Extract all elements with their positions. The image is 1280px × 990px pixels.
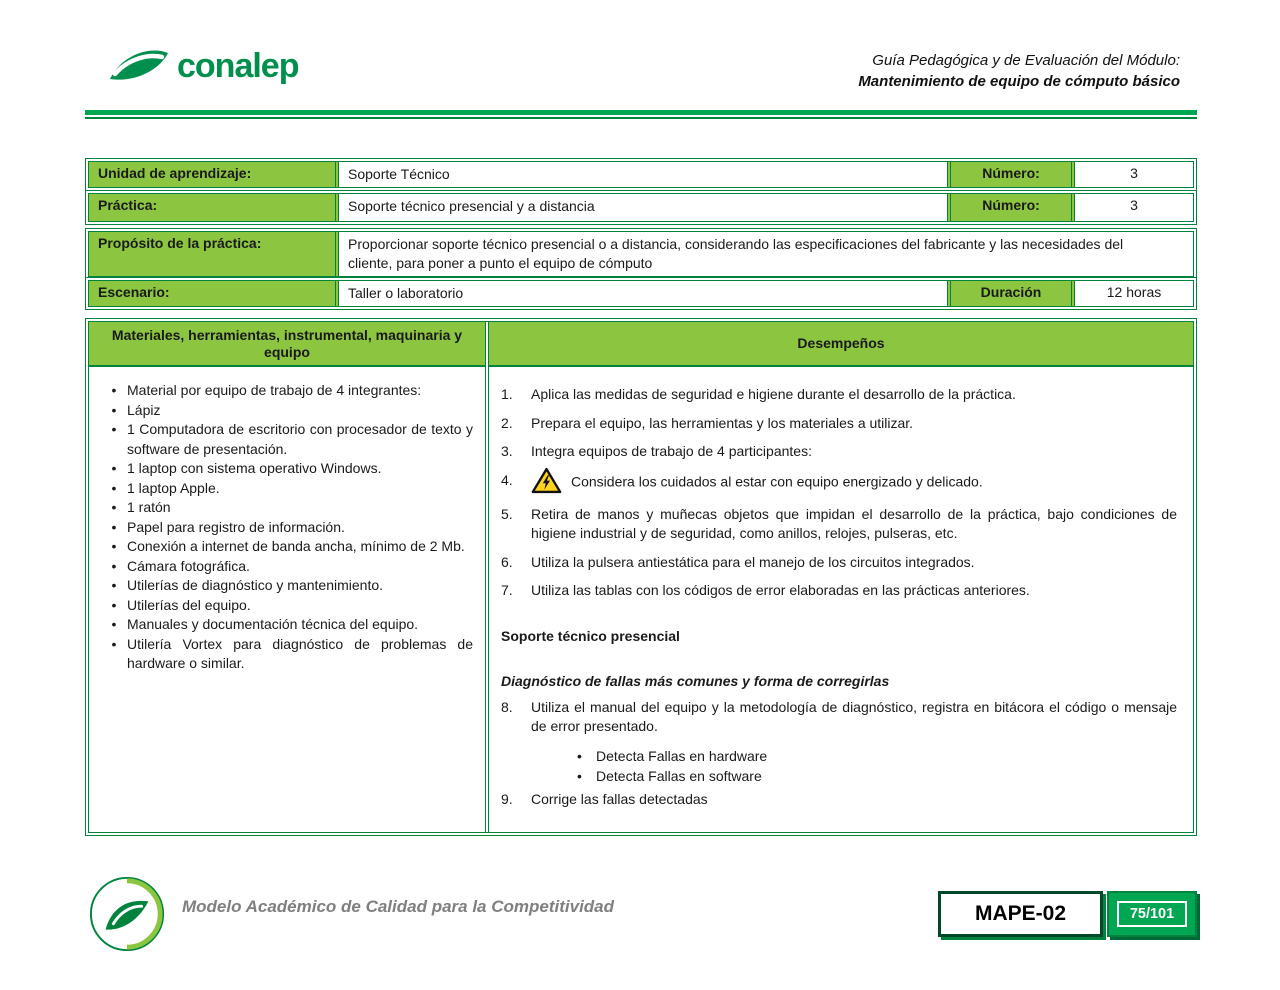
sub-bullet-item (577, 766, 1177, 786)
step-text: Utiliza la pulsera antiestática para el manejo de los circuitos integrados. (531, 553, 975, 570)
material-text: 1 Computadora de escritorio con procesador de texto y software de presentación. (127, 421, 473, 457)
material-item (101, 635, 477, 674)
info-row-proposito (85, 228, 1197, 280)
page-number-box (1107, 891, 1197, 937)
sub-bullet-list (577, 746, 1177, 786)
step-number: 8. (501, 698, 513, 715)
material-text: Utilerías del equipo. (127, 596, 251, 613)
practice-table (85, 318, 1197, 836)
step-number: 5. (501, 505, 513, 522)
material-item (101, 420, 477, 459)
bullet-icon: • (111, 596, 117, 613)
bullet-icon: • (111, 401, 117, 418)
unidad-value: Soporte Técnico (348, 166, 450, 182)
conalep-logo-text: conalep (177, 46, 299, 85)
document-code: MAPE-02 (938, 891, 1103, 937)
step-text: Utiliza las tablas con los códigos de error elaboradas en las prácticas anteriores. (531, 582, 1030, 598)
info-row-practica (85, 190, 1197, 225)
materials-list (89, 367, 485, 832)
conalep-logo-icon (107, 44, 171, 88)
bullet-icon: • (111, 616, 117, 632)
section-subheading: Diagnóstico de fallas más comunes y forma de corregirlas (501, 672, 890, 689)
material-text: Conexión a internet de banda ancha, mínimo de 2 Mb. (127, 538, 465, 554)
material-text: 1 laptop con sistema operativo Windows. (127, 460, 382, 476)
step-number: 1. (501, 386, 513, 402)
step-item (501, 553, 1177, 573)
duracion-label: Duración (947, 281, 1075, 306)
step-item (501, 698, 1177, 737)
material-text: Papel para registro de información. (127, 518, 345, 535)
bullet-icon: • (111, 538, 117, 554)
bullet-icon: • (111, 460, 117, 476)
practica-numero-label: Número: (947, 194, 1075, 221)
sub-bullet-item (577, 746, 1177, 766)
step-item (501, 414, 1177, 434)
bullet-icon: • (577, 747, 582, 764)
bullet-icon: • (111, 479, 117, 496)
step-text: Aplica las medidas de seguridad e higiene durante el desarrollo de la práctica. (531, 386, 1016, 402)
footer (85, 875, 1197, 960)
step-text: Retira de manos y muñecas objetos que impidan el desarrollo de la práctica, bajo condiciones de higiene industrial y de seguridad, como anillos, relojes, pulseras, etc. (531, 505, 1177, 541)
step-number: 6. (501, 553, 513, 570)
info-row-escenario (85, 277, 1197, 310)
document-title-line2: Mantenimiento de equipo de cómputo básico (858, 73, 1180, 90)
step-item (501, 505, 1177, 544)
escenario-label: Escenario: (89, 281, 339, 306)
material-item (101, 479, 477, 499)
practica-value: Soporte técnico presencial y a distancia (348, 198, 595, 214)
step-item (501, 471, 1177, 495)
bullet-icon: • (111, 499, 117, 515)
header-divider (85, 110, 1197, 119)
material-text: Cámara fotográfica. (127, 557, 250, 574)
step-item (501, 385, 1177, 405)
proposito-value: Proporcionar soporte técnico presencial o a distancia, considerando las especificaciones del fabricante y las necesidades del cliente, para poner a punto el equipo de cómputo (348, 236, 1124, 271)
material-text: 1 laptop Apple. (127, 479, 220, 496)
bullet-icon: • (111, 577, 117, 593)
step-text: Integra equipos de trabajo de 4 participantes: (531, 443, 812, 459)
sub-bullet-text: Detecta Fallas en software (596, 767, 762, 784)
bullet-icon: • (111, 382, 117, 398)
unidad-label: Unidad de aprendizaje: (89, 162, 339, 187)
material-item (101, 498, 477, 518)
bullet-icon: • (577, 767, 582, 784)
material-text: Utilería Vortex para diagnóstico de problemas de hardware o similar. (127, 635, 473, 671)
footer-motto: Modelo Académico de Calidad para la Competitividad (182, 897, 615, 916)
material-item (101, 557, 477, 577)
escenario-value: Taller o laboratorio (348, 285, 464, 301)
material-item (101, 459, 477, 479)
document-title-line1: Guía Pedagógica y de Evaluación del Módulo: (872, 52, 1180, 69)
material-item (101, 596, 477, 616)
header (85, 38, 1197, 106)
duracion-value: 12 horas (1106, 284, 1162, 300)
proposito-label: Propósito de la práctica: (89, 232, 339, 276)
header-divider-thick (85, 110, 1197, 115)
practica-numero-value: 3 (1130, 197, 1138, 213)
material-item (101, 615, 477, 635)
material-item (101, 381, 477, 401)
warning-icon (531, 467, 562, 495)
material-item (101, 537, 477, 557)
material-text: Material por equipo de trabajo de 4 integrantes: (127, 382, 422, 398)
practica-label: Práctica: (89, 194, 339, 221)
section-heading: Soporte técnico presencial (501, 627, 680, 644)
step-number: 4. (501, 471, 513, 488)
step-text: Considera los cuidados al estar con equipo energizado y delicado. (531, 471, 1177, 495)
step-item (501, 581, 1177, 601)
material-item (101, 401, 477, 421)
sub-bullet-text: Detecta Fallas en hardware (596, 747, 768, 764)
bullet-icon: • (111, 635, 117, 652)
bullet-icon: • (111, 421, 117, 437)
material-item (101, 518, 477, 538)
document-title (858, 50, 1180, 92)
header-divider-thin (85, 117, 1197, 119)
step-text: Utiliza el manual del equipo y la metodología de diagnóstico, registra en bitácora el código o mensaje de error presentado. (531, 698, 1177, 734)
step-text: Prepara el equipo, las herramientas y los materiales a utilizar. (531, 414, 914, 431)
step-item (501, 790, 1177, 810)
document-code-box (938, 891, 1197, 937)
info-row-unidad (85, 158, 1197, 191)
step-number: 9. (501, 790, 513, 807)
material-text: Lápiz (127, 401, 161, 418)
step-number: 3. (501, 443, 513, 459)
desempenos-column (489, 322, 1193, 832)
material-item (101, 576, 477, 596)
bullet-icon: • (111, 518, 117, 535)
mac-emblem-icon (88, 875, 166, 953)
step-text: Corrige las fallas detectadas (531, 790, 708, 807)
material-text: 1 ratón (127, 499, 171, 515)
unidad-numero-value: 3 (1130, 165, 1138, 181)
step-number: 2. (501, 414, 513, 431)
step-item (501, 442, 1177, 462)
steps-list (489, 367, 1193, 832)
step-number: 7. (501, 582, 513, 598)
materials-column (89, 322, 489, 832)
bullet-icon: • (111, 557, 117, 574)
materials-header: Materiales, herramientas, instrumental, maquinaria y equipo (89, 322, 485, 367)
page-number: 75/101 (1117, 901, 1187, 927)
material-text: Utilerías de diagnóstico y mantenimiento. (127, 577, 384, 593)
material-text: Manuales y documentación técnica del equipo. (127, 616, 419, 632)
conalep-logo (107, 44, 298, 88)
desempenos-header: Desempeños (489, 322, 1193, 367)
unidad-numero-label: Número: (947, 162, 1075, 187)
